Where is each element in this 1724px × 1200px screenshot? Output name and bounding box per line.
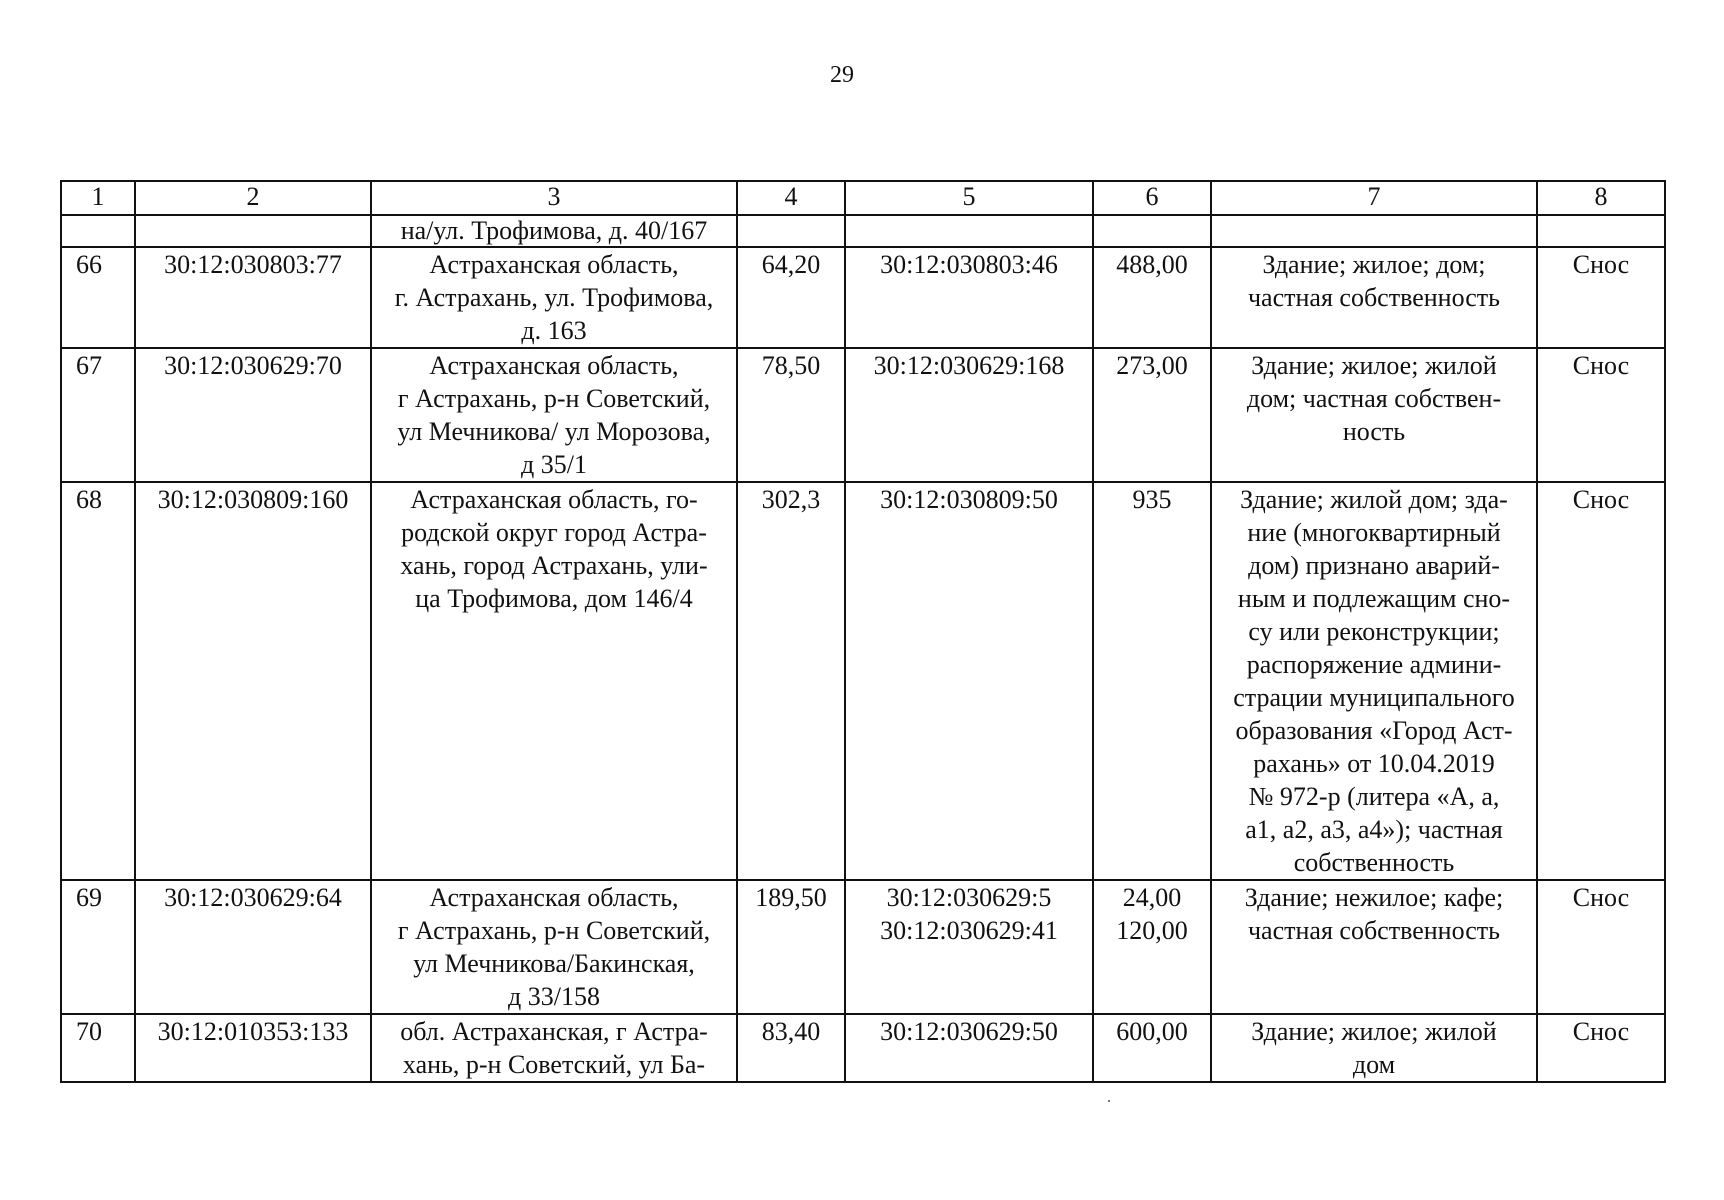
- building-area: 83,40: [737, 1014, 845, 1082]
- cell-empty: [1211, 215, 1537, 247]
- continuation-address: на/ул. Трофимова, д. 40/167: [371, 215, 737, 247]
- address-line: д 33/158: [508, 982, 600, 1011]
- object-description-line: Здание; жилой дом; зда-: [1240, 485, 1508, 514]
- address-line: Астраханская область,: [429, 883, 679, 912]
- cadastral-number: 30:12:030809:160: [135, 482, 371, 880]
- row-number: 66: [61, 247, 135, 348]
- land-area-line: 488,00: [1116, 250, 1188, 279]
- row-number: 68: [61, 482, 135, 880]
- building-area: 302,3: [737, 482, 845, 880]
- address-line: г. Астрахань, ул. Трофимова,: [394, 283, 714, 312]
- land-area: [1093, 247, 1211, 348]
- header-col-5: 5: [845, 181, 1093, 215]
- object-description: [1211, 247, 1537, 348]
- header-col-6: 6: [1093, 181, 1211, 215]
- object-description-line: Здание; жилое; жилой: [1251, 351, 1497, 380]
- land-cadastral-number: [845, 1014, 1093, 1082]
- planned-action: Снос: [1537, 348, 1665, 482]
- land-area: [1093, 482, 1211, 880]
- header-col-8: 8: [1537, 181, 1665, 215]
- address-line: ца Трофимова, дом 146/4: [415, 584, 693, 613]
- row-number: 70: [61, 1014, 135, 1082]
- address-line: Астраханская область, го-: [410, 485, 698, 514]
- object-description-line: частная собственность: [1247, 916, 1500, 945]
- object-description-line: образования «Город Аст-: [1235, 716, 1513, 745]
- table-row: [61, 482, 1665, 880]
- row-number: 69: [61, 880, 135, 1014]
- address-line: ул Мечникова/Бакинская,: [413, 949, 695, 978]
- cadastral-number: 30:12:030803:77: [135, 247, 371, 348]
- header-col-3: 3: [371, 181, 737, 215]
- cell-empty: [135, 215, 371, 247]
- address-line: д. 163: [521, 316, 587, 345]
- property-table: [60, 180, 1666, 1083]
- address-line: г Астрахань, р-н Советский,: [397, 916, 711, 945]
- object-description-line: страции муниципального: [1233, 683, 1515, 712]
- object-description-line: рахань» от 10.04.2019: [1253, 749, 1495, 778]
- object-description-line: дом; частная собствен-: [1246, 384, 1502, 413]
- address-line: хань, город Астрахань, ули-: [400, 551, 708, 580]
- address-line: ул Мечникова/ ул Морозова,: [397, 417, 711, 446]
- header-col-1: 1: [61, 181, 135, 215]
- planned-action: Снос: [1537, 880, 1665, 1014]
- row-number: 67: [61, 348, 135, 482]
- table-body: [61, 215, 1665, 1082]
- table-row: [61, 1014, 1665, 1082]
- land-cadastral-number: [845, 247, 1093, 348]
- address: [371, 1014, 737, 1082]
- object-description: [1211, 880, 1537, 1014]
- land-cadastral-number-line: 30:12:030629:5: [886, 883, 1052, 912]
- table-row: [61, 247, 1665, 348]
- object-description-line: ние (многоквартирный: [1247, 518, 1501, 547]
- land-cadastral-number-line: 30:12:030803:46: [880, 250, 1058, 279]
- object-description: [1211, 348, 1537, 482]
- object-description-line: Здание; жилое; дом;: [1262, 250, 1486, 279]
- land-area-line: 600,00: [1116, 1017, 1188, 1046]
- property-table-container: [60, 180, 1664, 1083]
- address-line: хань, р-н Советский, ул Ба-: [402, 1050, 706, 1079]
- cadastral-number: 30:12:010353:133: [135, 1014, 371, 1082]
- building-area: 189,50: [737, 880, 845, 1014]
- object-description-line: Здание; жилое; жилой: [1251, 1017, 1497, 1046]
- header-row: [61, 181, 1665, 215]
- planned-action: Снос: [1537, 482, 1665, 880]
- object-description: [1211, 482, 1537, 880]
- planned-action: Снос: [1537, 247, 1665, 348]
- land-area: [1093, 348, 1211, 482]
- object-description-line: дом) признано аварий-: [1248, 551, 1500, 580]
- planned-action: Снос: [1537, 1014, 1665, 1082]
- land-cadastral-number-line: 30:12:030809:50: [880, 485, 1058, 514]
- cadastral-number: 30:12:030629:64: [135, 880, 371, 1014]
- land-cadastral-number: [845, 348, 1093, 482]
- object-description-line: а1, а2, а3, а4»); частная: [1245, 815, 1503, 844]
- building-area: 78,50: [737, 348, 845, 482]
- header-col-7: 7: [1211, 181, 1537, 215]
- table-row: [61, 880, 1665, 1014]
- address-line: Астраханская область,: [429, 351, 679, 380]
- land-area-line: 120,00: [1116, 916, 1188, 945]
- header-col-4: 4: [737, 181, 845, 215]
- object-description-line: распоряжение админи-: [1246, 650, 1502, 679]
- object-description-line: Здание; нежилое; кафе;: [1244, 883, 1504, 912]
- address: [371, 247, 737, 348]
- page-number: 29: [830, 62, 854, 88]
- land-cadastral-number-line: 30:12:030629:168: [873, 351, 1065, 380]
- address: [371, 348, 737, 482]
- address: [371, 880, 737, 1014]
- land-cadastral-number: [845, 482, 1093, 880]
- land-cadastral-number-line: 30:12:030629:50: [880, 1017, 1058, 1046]
- cell-empty: [1093, 215, 1211, 247]
- land-cadastral-number: [845, 880, 1093, 1014]
- object-description-line: собственность: [1293, 848, 1455, 877]
- cell-empty: [845, 215, 1093, 247]
- header-col-2: 2: [135, 181, 371, 215]
- address-line: обл. Астраханская, г Астра-: [400, 1017, 708, 1046]
- object-description-line: ным и подлежащим сно-: [1237, 584, 1511, 613]
- cadastral-number: 30:12:030629:70: [135, 348, 371, 482]
- land-area: [1093, 880, 1211, 1014]
- land-area-line: 273,00: [1116, 351, 1188, 380]
- cell-empty: [737, 215, 845, 247]
- address-line: Астраханская область,: [429, 250, 679, 279]
- address: [371, 482, 737, 880]
- address-line: родской округ город Астра-: [401, 518, 707, 547]
- continuation-row: [61, 215, 1665, 247]
- building-area: 64,20: [737, 247, 845, 348]
- object-description-line: су или реконструкции;: [1248, 617, 1500, 646]
- land-area: [1093, 1014, 1211, 1082]
- object-description-line: дом: [1352, 1050, 1396, 1079]
- land-cadastral-number-line: 30:12:030629:41: [880, 916, 1058, 945]
- cell-empty: [1537, 215, 1665, 247]
- object-description-line: частная собственность: [1247, 283, 1500, 312]
- address-line: д 35/1: [521, 450, 587, 479]
- land-area-line: 935: [1132, 485, 1172, 514]
- land-area-line: 24,00: [1122, 883, 1182, 912]
- object-description-line: № 972-р (литера «А, а,: [1248, 782, 1500, 811]
- object-description: [1211, 1014, 1537, 1082]
- scan-speck: [1108, 1100, 1110, 1102]
- address-line: г Астрахань, р-н Советский,: [397, 384, 711, 413]
- table-row: [61, 348, 1665, 482]
- cell-empty: [61, 215, 135, 247]
- object-description-line: ность: [1342, 417, 1406, 446]
